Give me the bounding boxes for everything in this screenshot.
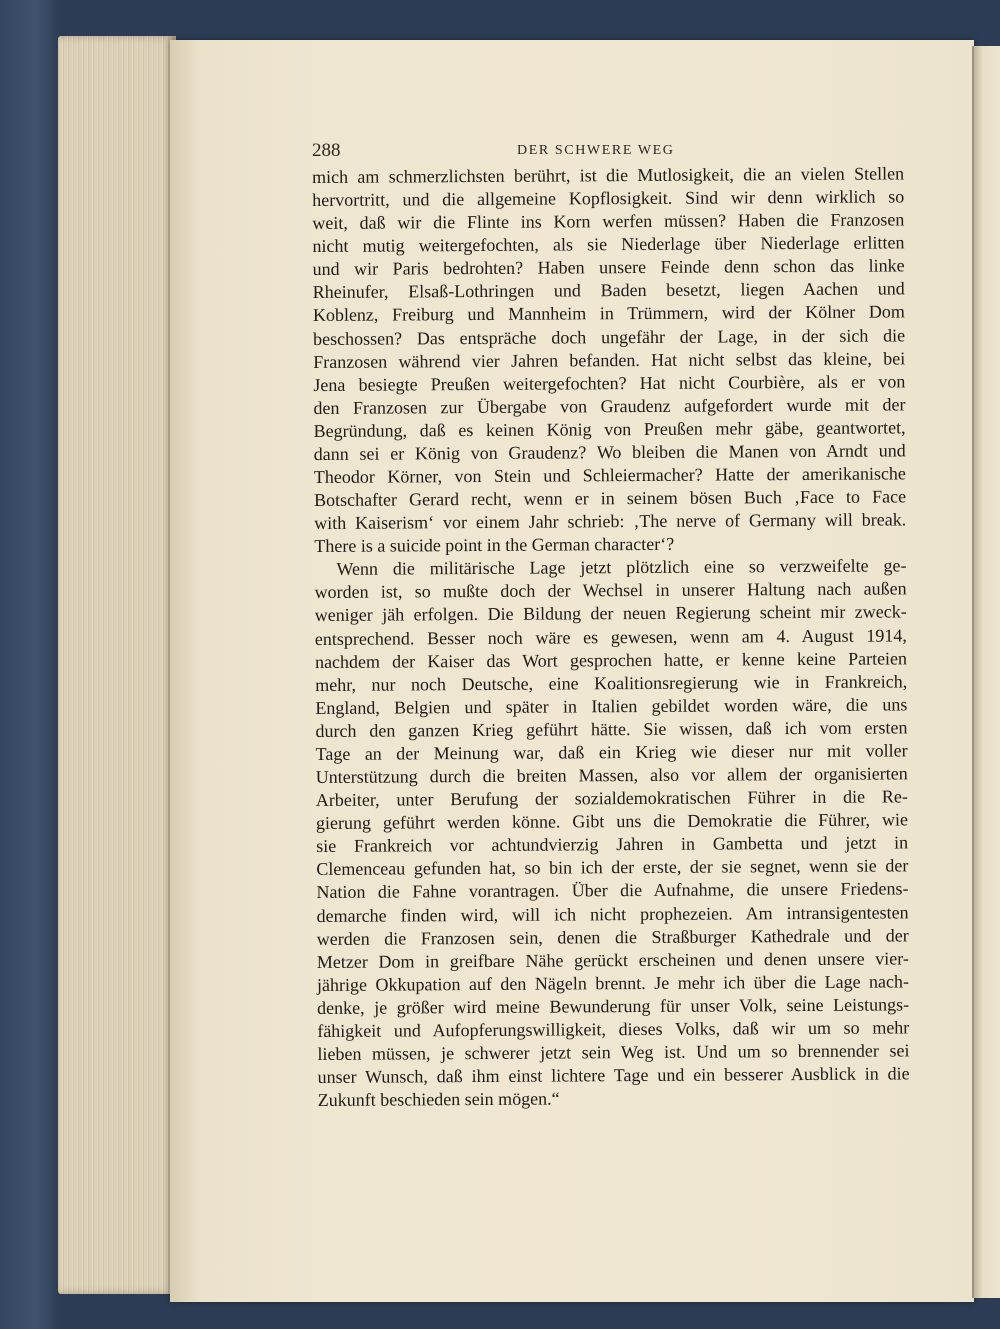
page-number: 288 [312,140,341,161]
text-line: Theodor Körner, von Stein und Schleiermacher? Hatte der amerikanische [313,463,906,488]
text-line: Rheinufer, Elsaß-Lothringen und Baden besetzt, liegen Aachen und [312,278,905,303]
text-line: mehr, nur noch Deutsche, eine Koalitionsregierung wie in Frankreich, [315,671,908,695]
body-text [312,162,910,1112]
text-line: Nation die Fahne vorantragen. Über die Aufnahme, die unsere Friedens- [316,878,909,903]
text-line: There is a suicide point in the German character‘? [314,534,675,557]
text-line: hervortritt, und die allgemeine Kopflosigkeit. Sind wir denn wirklich so [312,186,905,211]
text-line: durch den ganzen Krieg geführt hätte. Sie wissen, daß ich vom ersten [315,717,908,741]
text-line: Jena besiegte Preußen weitergefochten? Hat nicht Courbière, als er von [313,371,906,395]
page-stack-edge [58,36,176,1294]
text-line: England, Belgien und später in Italien gebildet worden wäre, die uns [315,694,908,718]
text-line: Clemenceau gefunden hat, so bin ich der erste, der sie segnet, wenn sie der [316,855,909,880]
text-line: dann sei er König von Graudenz? Wo bleiben die Manen von Arndt und [313,440,906,464]
text-line: Metzer Dom in greifbare Nähe gerückt erscheinen und denen unsere vier- [316,948,909,972]
text-line: Wenn die militärische Lage jetzt plötzlich eine so verzweifelte ge- [336,555,907,580]
text-line: Koblenz, Freiburg und Mannheim in Trümmern, wird der Kölner Dom [312,301,905,326]
facing-page-edge [972,46,1000,1298]
text-line: den Franzosen zur Übergabe von Graudenz aufgefordert wurde mit der [313,394,906,418]
text-line: Zukunft beschieden sein mögen.“ [317,1088,560,1111]
text-line: Arbeiter, unter Berufung der sozialdemokratischen Führer in die Re- [315,786,908,811]
text-line: entsprechend. Besser noch wäre es gewesen, wenn am 4. August 1914, [314,624,907,649]
running-head: DER SCHWERE WEG [517,143,675,158]
text-line: Franzosen während vier Jahren befanden. Hat nicht selbst das kleine, bei [313,348,906,372]
text-line: sie Frankreich vor achtundvierzig Jahren in Gambetta und jetzt in [316,832,909,857]
text-line: gierung geführt werden könne. Gibt uns die Demokratie die Führer, wie [315,809,909,834]
text-line: Tage an der Meinung war, daß ein Krieg wie dieser nur mit voller [315,740,908,764]
text-line: weit, daß wir die Flinte ins Korn werfen müssen? Haben die Franzosen [312,209,905,234]
text-line: Unterstützung durch die breiten Massen, also vor allem der organisierten [315,763,908,788]
text-line: unser Wunsch, daß ihm einst lichtere Tage und ein besserer Ausblick in die [317,1063,910,1088]
text-line: worden ist, so mußte doch der Wechsel in unserer Haltung nach außen [314,578,907,603]
text-line: nachdem der Kaiser das Wort gesprochen hatte, er kenne keine Parteien [314,648,908,672]
book-cover-edge [0,0,60,1329]
text-line: Botschafter Gerard recht, wenn er in seinem bösen Buch ‚Face to Face [313,486,907,511]
text-line: mich am schmerzlichsten berührt, ist die Mutlosigkeit, die an vielen Stellen [312,163,905,187]
text-line: jährige Okkupation auf den Nägeln brennt. Je mehr ich über die Lage nach- [316,971,910,995]
text-line: lieben müssen, je schwerer jetzt sein Weg ist. Und um so brennender sei [317,1040,910,1064]
text-line: demarche finden wird, will ich nicht prophezeien. Am intransigentesten [316,901,909,926]
text-line: fähigkeit und Aufopferungswilligkeit, dieses Volks, daß wir um so mehr [317,1017,910,1041]
text-line: und wir Paris bedrohten? Haben unsere Feinde denn schon das linke [312,255,905,280]
text-line: denke, je größer wird meine Bewunderung für unser Volk, seine Leistungs- [317,994,910,1018]
text-line: weniger jäh erfolgen. Die Bildung der neuen Regierung scheint mir zweck- [314,601,907,626]
text-line: nicht mutig weitergefochten, als sie Niederlage über Niederlage erlitten [312,232,905,257]
text-line: with Kaiserism‘ vor einem Jahr schrieb: ‚The nerve of Germany will break. [314,509,907,534]
text-line: werden die Franzosen sein, denen die Straßburger Kathedrale und der [316,924,909,949]
text-line: Begründung, daß es keinen König von Preußen mehr gäbe, geantwortet, [313,417,906,441]
text-line: beschossen? Das entspräche doch ungefähr der Lage, in der sich die [312,324,906,349]
